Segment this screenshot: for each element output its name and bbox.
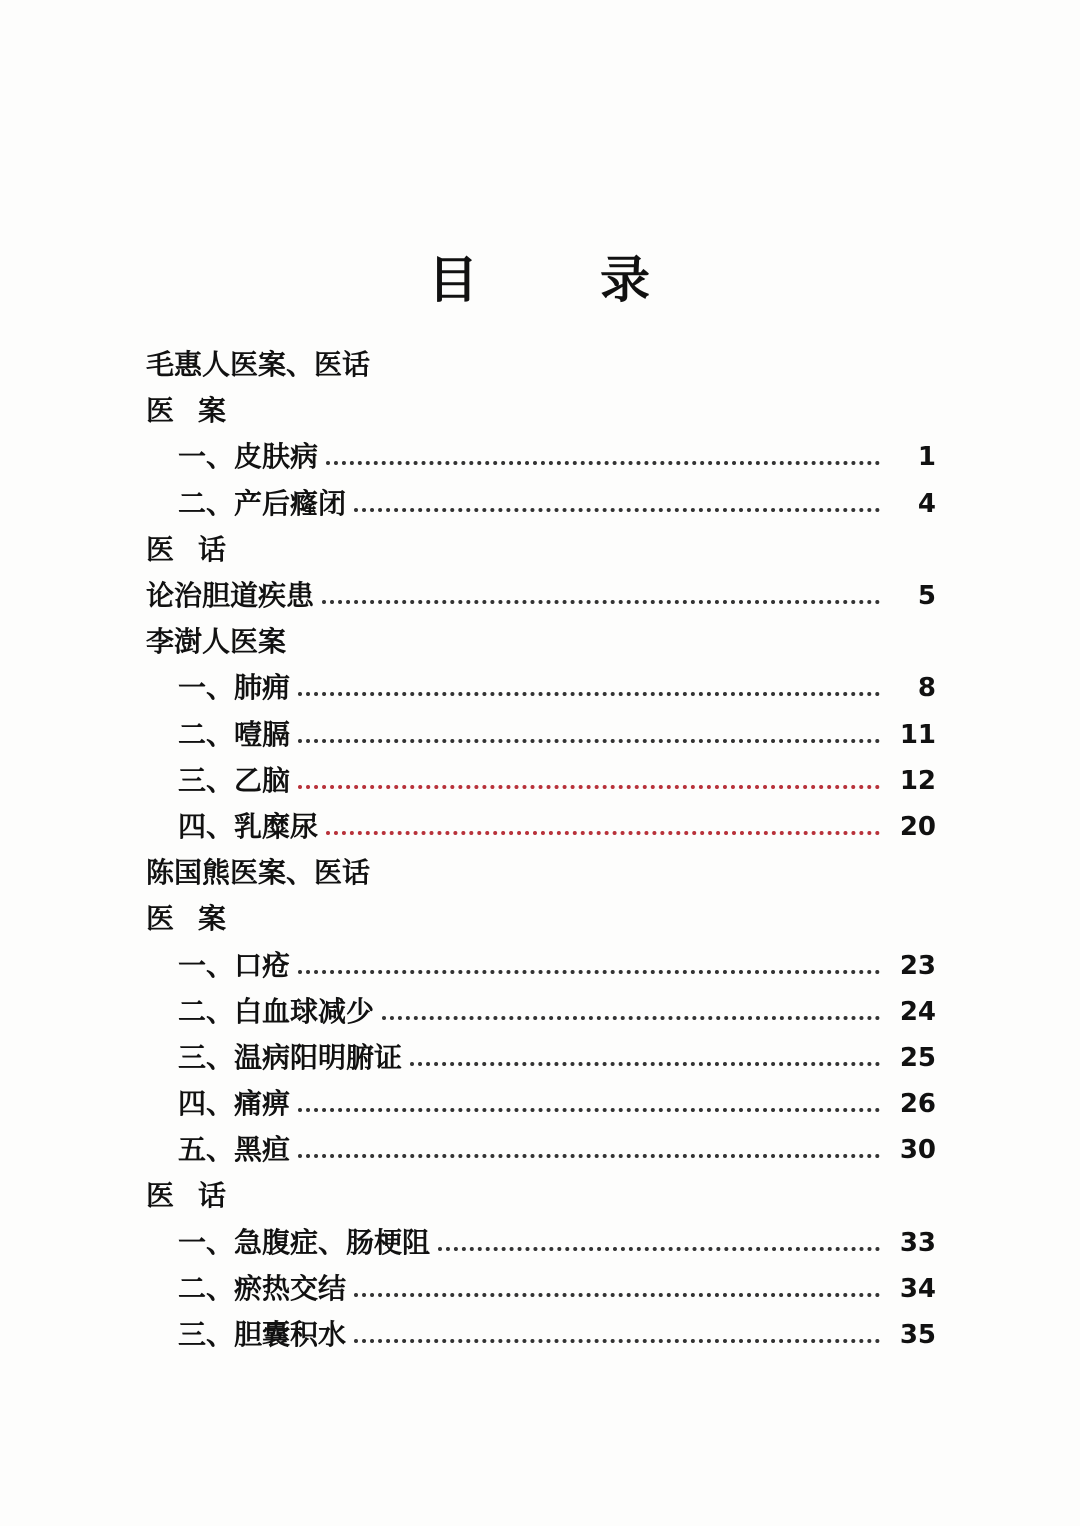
page-number: 23: [899, 950, 936, 981]
toc-entry[interactable]: [146, 1312, 936, 1358]
toc-label: 二、噎膈: [178, 717, 291, 751]
toc-label: 四、乳糜尿: [178, 809, 319, 843]
toc-entry[interactable]: [146, 758, 936, 804]
dot-leader: [438, 1243, 880, 1251]
toc-section-heading: [146, 388, 936, 434]
toc-entry[interactable]: [146, 1035, 936, 1081]
page-number: 26: [899, 1089, 936, 1120]
toc-section-heading: [146, 896, 936, 942]
dot-leader: [410, 1058, 880, 1066]
toc-section-heading: [146, 1173, 936, 1219]
toc-label: 一、急腹症、肠梗阻: [178, 1225, 431, 1259]
toc-entry[interactable]: [146, 1127, 936, 1173]
page-number: 25: [899, 1042, 936, 1073]
toc-author-heading: [146, 342, 936, 388]
toc-entry[interactable]: [146, 573, 936, 619]
page-number: 1: [917, 442, 936, 473]
title-char-left: 目: [428, 250, 480, 309]
dot-leader: [382, 1012, 880, 1020]
dot-leader: [354, 504, 880, 512]
toc-label: 一、皮肤病: [178, 440, 319, 474]
toc-entry[interactable]: [146, 712, 936, 758]
page-number: 5: [917, 581, 936, 612]
page-number: 33: [899, 1227, 936, 1258]
toc-label: 论治胆道疾患: [146, 579, 315, 613]
dot-leader: [298, 688, 880, 696]
page-number: 24: [899, 996, 936, 1027]
dot-leader: [326, 457, 880, 465]
toc-label: 一、口疮: [178, 948, 291, 982]
dot-leader: [298, 735, 880, 743]
toc-author-heading: [146, 850, 936, 896]
toc-label: 李澍人医案: [146, 625, 287, 659]
page-number: 34: [899, 1273, 936, 1304]
toc-label: 二、白血球减少: [178, 994, 375, 1028]
toc-label: 三、乙脑: [178, 763, 291, 797]
dot-leader: [298, 1150, 880, 1158]
toc-label: 二、产后癃闭: [178, 486, 347, 520]
dot-leader: [326, 827, 880, 835]
toc-label: 五、黑疸: [178, 1133, 291, 1167]
toc-label: 陈国熊医案、医话: [146, 856, 371, 890]
toc-label: 一、肺痈: [178, 671, 291, 705]
page-number: 35: [899, 1320, 936, 1351]
toc-section-heading: [146, 527, 936, 573]
toc-label: 医案: [146, 902, 251, 936]
dot-leader: [354, 1335, 880, 1343]
page-title: [0, 240, 1080, 312]
toc-label: 三、胆囊积水: [178, 1318, 347, 1352]
toc-entry[interactable]: [146, 665, 936, 711]
page-number: 11: [899, 719, 936, 750]
toc-entry[interactable]: [146, 481, 936, 527]
toc-entry[interactable]: [146, 989, 936, 1035]
toc-label: 四、痛痹: [178, 1087, 291, 1121]
toc-label: 毛惠人医案、医话: [146, 348, 371, 382]
title-char-right: 录: [600, 250, 652, 309]
toc-label: 医案: [146, 394, 251, 428]
toc-label: 三、温病阳明腑证: [178, 1040, 403, 1074]
toc-label: 二、瘀热交结: [178, 1271, 347, 1305]
toc-entry[interactable]: [146, 804, 936, 850]
page-number: 4: [917, 488, 936, 519]
dot-leader: [298, 781, 880, 789]
page-number: 30: [899, 1135, 936, 1166]
page-number: 8: [917, 673, 936, 704]
toc-entry[interactable]: [146, 1081, 936, 1127]
toc-entry[interactable]: [146, 1266, 936, 1312]
dot-leader: [322, 596, 880, 604]
dot-leader: [298, 966, 880, 974]
dot-leader: [354, 1289, 880, 1297]
page-number: 20: [899, 811, 936, 842]
toc-entry[interactable]: [146, 1220, 936, 1266]
page-number: 12: [899, 765, 936, 796]
toc-entry[interactable]: [146, 942, 936, 988]
toc-label: 医话: [146, 532, 251, 566]
dot-leader: [298, 1104, 880, 1112]
toc-label: 医话: [146, 1179, 251, 1213]
toc-entry[interactable]: [146, 434, 936, 480]
toc-author-heading: [146, 619, 936, 665]
table-of-contents: [146, 342, 936, 1358]
